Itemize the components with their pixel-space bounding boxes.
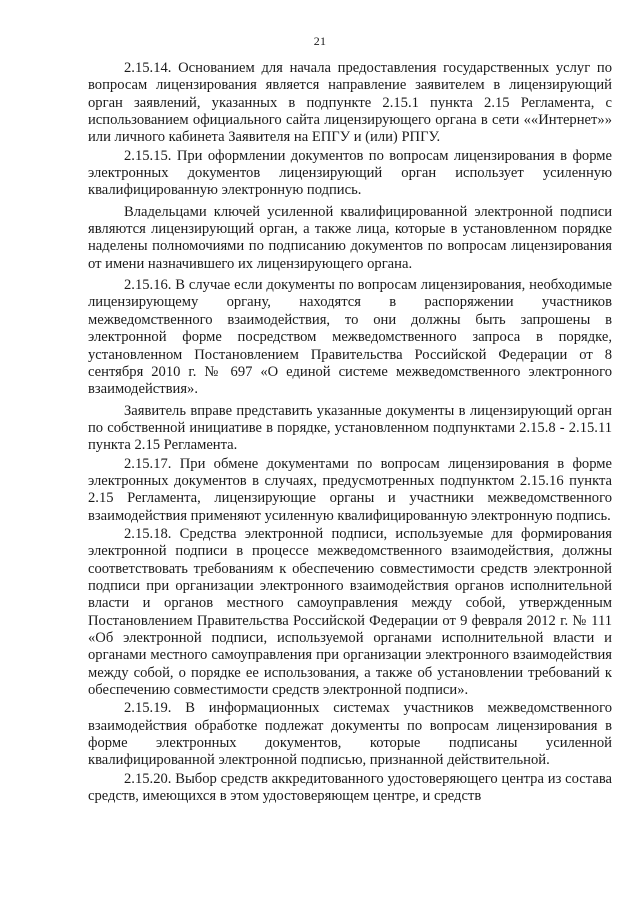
paragraph-2-15-20: 2.15.20. Выбор средств аккредитованного удостоверяющего центра из состава средств, имеющихся в этом удостоверяющем центре, и средств — [88, 770, 612, 805]
document-body — [88, 60, 612, 805]
paragraph-applicant-right: Заявитель вправе представить указанные документы в лицензирующий орган по собственной инициативе в порядке, установленном подпунктами 2.15.8 - 2.15.11 пункта 2.15 Регламента. — [88, 402, 612, 454]
paragraph-2-15-19: 2.15.19. В информационных системах участников межведомственного взаимодействия обработке подлежат документы по вопросам лицензирования в форме электронных документов, которые подписаны усиленной квалифицированной электронной подписью, признанной действительной. — [88, 700, 612, 769]
paragraph-2-15-18: 2.15.18. Средства электронной подписи, используемые для формирования электронной подписи в процессе межведомственного взаимодействия, должны соответствовать требованиям к обеспечению совместимости средств электронной подписи при организации электронного взаимодействия органов исполнительной власти и органов местного самоуправления между собой, утвержденным Постановлением Правительства Российской Федерации от 9 февраля 2012 г. № 111 «Об электронной подписи, используемой органами исполнительной власти и органами местного самоуправления при организации электронного взаимодействия между собой, о порядке ее использования, а также об установлении требований к обеспечению совместимости средств электронной подписи». — [88, 525, 612, 699]
paragraph-2-15-17: 2.15.17. При обмене документами по вопросам лицензирования в форме электронных документов в случаях, предусмотренных подпунктом 2.15.16 пункта 2.15 Регламента, лицензирующие органы и участники межведомственного взаимодействия применяют усиленную квалифицированную электронную подпись. — [88, 455, 612, 524]
paragraph-2-15-16: 2.15.16. В случае если документы по вопросам лицензирования, необходимые лицензирующему органу, находятся в распоряжении участников межведомственного взаимодействия, то они должны быть запрошены в электронной форме посредством межведомственного запроса в порядке, установленном Постановлением Правительства Российской Федерации от 8 сентября 2010 г. № 697 «О единой системе межведомственного электронного взаимодействия». — [88, 277, 612, 398]
paragraph-2-15-15: 2.15.15. При оформлении документов по вопросам лицензирования в форме электронных документов лицензирующий орган использует усиленную квалифицированную электронную подпись. — [88, 147, 612, 199]
page-number: 21 — [313, 34, 327, 48]
paragraph-2-15-14: 2.15.14. Основанием для начала предоставления государственных услуг по вопросам лицензирования является направление заявителем в лицензирующий орган заявлений, указанных в подпункте 2.15.1 пункта 2.15 Регламента, с использованием официального сайта лицензирующего органа в сети ««Интернет»» или личного кабинета Заявителя на ЕПГУ и (или) РПГУ. — [88, 60, 612, 146]
paragraph-signature-key-owners: Владельцами ключей усиленной квалифицированной электронной подписи являются лицензирующий орган, а также лица, которые в установленном порядке наделены полномочиями по подписанию документов по вопросам лицензирования от имени назначившего их лицензирующего органа. — [88, 203, 612, 272]
